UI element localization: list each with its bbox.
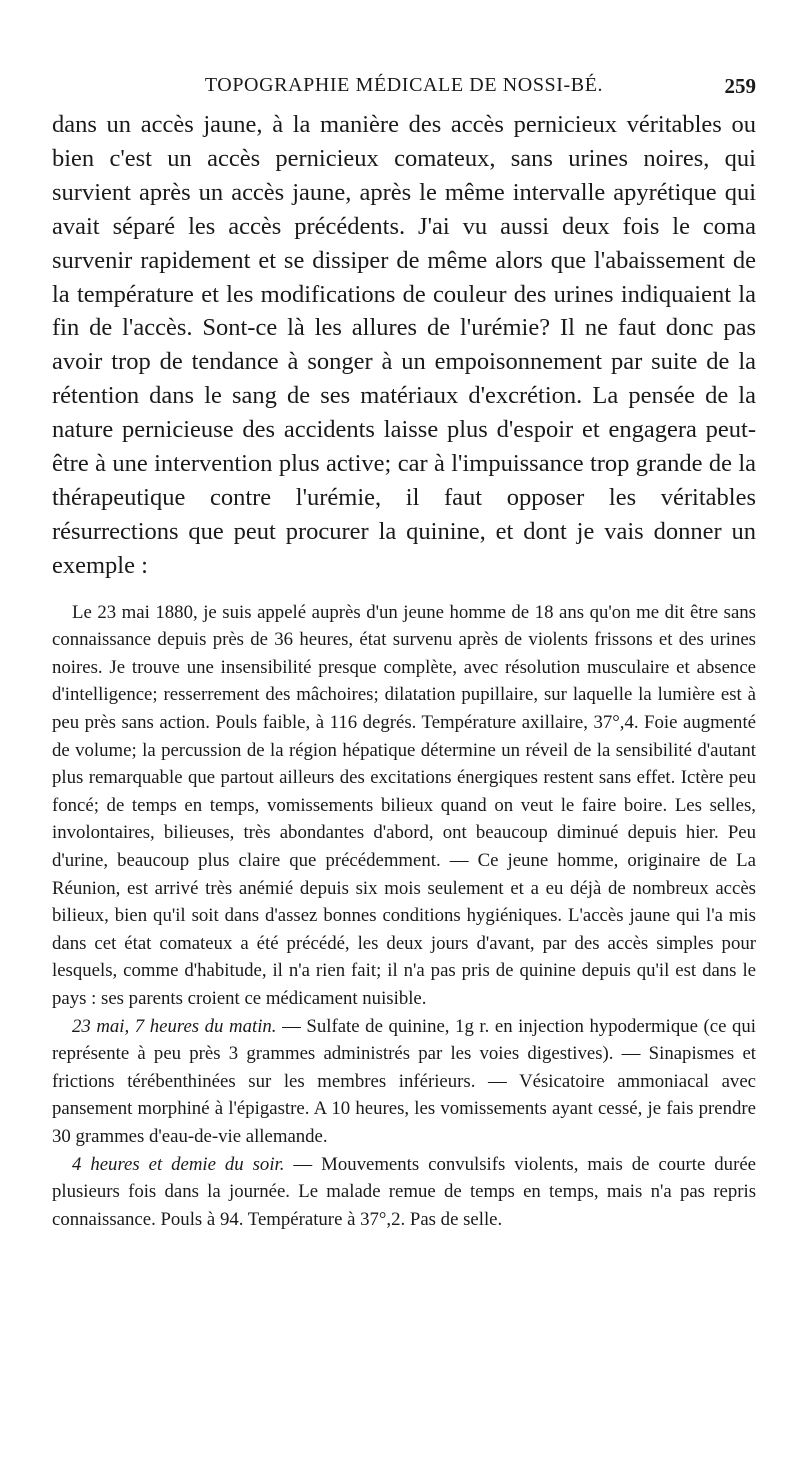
case-intro-paragraph: Le 23 mai 1880, je suis appelé auprès d'un jeune homme de 18 ans qu'on me dit être sans connaissance depuis près de 36 heures, état survenu après de violents frissons et des urines noires. Je trouve une insensibilité presque complète, avec résolution musculaire et absence d'intelligence; resserrement des mâchoires; dilatation pupillaire, sur laquelle la lumière est à peu près sans action. Pouls faible, à 116 degrés. Température axillaire, 37°,4. Foie augmenté de volume; la percussion de la région hépatique détermine un réveil de la sensibilité d'autant plus remarquable que partout ailleurs des excitations énergiques restent sans effet. Ictère peu foncé; de temps en temps, vomissements bilieux quand on veut le faire boire. Les selles, involontaires, bilieuses, très abondantes d'abord, ont beaucoup diminué depuis hier. Peu d'urine, beaucoup plus claire que précédemment. — Ce jeune homme, originaire de La Réunion, est arrivé très anémié depuis six mois seulement et a eu déjà de nombreux accès bilieux, bien qu'il soit dans d'assez bonnes conditions hygiéniques. L'accès jaune qui l'a mis dans cet état comateux a été précédé, les deux jours d'avant, par des accès simples pour lesquels, comme d'habitude, il n'a rien fait; il n'a pas pris de quinine depuis qu'il est dans le pays : ses parents croient ce médicament nuisible.	[52, 601, 756, 1009]
case-entry-evening	[52, 1151, 756, 1234]
entry-text: — Sulfate de quinine, 1g r. en injection hypodermique (ce qui représente à peu près 3 grammes administrés par les voies digestives). — Sinapismes et frictions térébenthinées sur les membres inférieurs. — Vésicatoire ammoniacal avec pansement morphiné à l'épigastre. A 10 heures, les vomissements ayant cessé, je fais prendre 30 grammes d'eau-de-vie allemande.	[52, 1015, 756, 1147]
entry-date: 23 mai, 7 heures du matin.	[72, 1015, 277, 1037]
running-header	[52, 74, 756, 108]
case-report	[52, 599, 756, 1234]
entry-text: — Mouvements convulsifs violents, mais de courte durée plusieurs fois dans la journée. Le malade remue de temps en temps, mais n'a pas repris connaissance. Pouls à 94. Température à 37°,2. Pas de selle.	[52, 1153, 756, 1230]
running-title: TOPOGRAPHIE MÉDICALE DE NOSSI-BÉ.	[204, 74, 604, 96]
case-entry-morning	[52, 1013, 756, 1151]
main-paragraph: dans un accès jaune, à la manière des accès pernicieux véritables ou bien c'est un accès pernicieux comateux, sans urines noires, qui survient après un accès jaune, après le même intervalle apyrétique qui avait séparé les accès précédents. J'ai vu aussi deux fois le coma survenir rapidement et se dissiper de même alors que l'abaissement de la température et les modifications de couleur des urines indiquaient la fin de l'accès. Sont-ce là les allures de l'urémie? Il ne faut donc pas avoir trop de tendance à songer à un empoisonnement par suite de la rétention dans le sang de ses matériaux d'excrétion. La pensée de la nature pernicieuse des accidents laisse plus d'espoir et engagera peut-être à une intervention plus active; car à l'impuissance trop grande de la thérapeutique contre l'urémie, il faut opposer les véritables résurrections que peut procurer la quinine, et dont je vais donner un exemple :	[52, 111, 756, 579]
entry-date: 4 heures et demie du soir.	[72, 1153, 285, 1175]
page-number: 259	[724, 74, 756, 98]
